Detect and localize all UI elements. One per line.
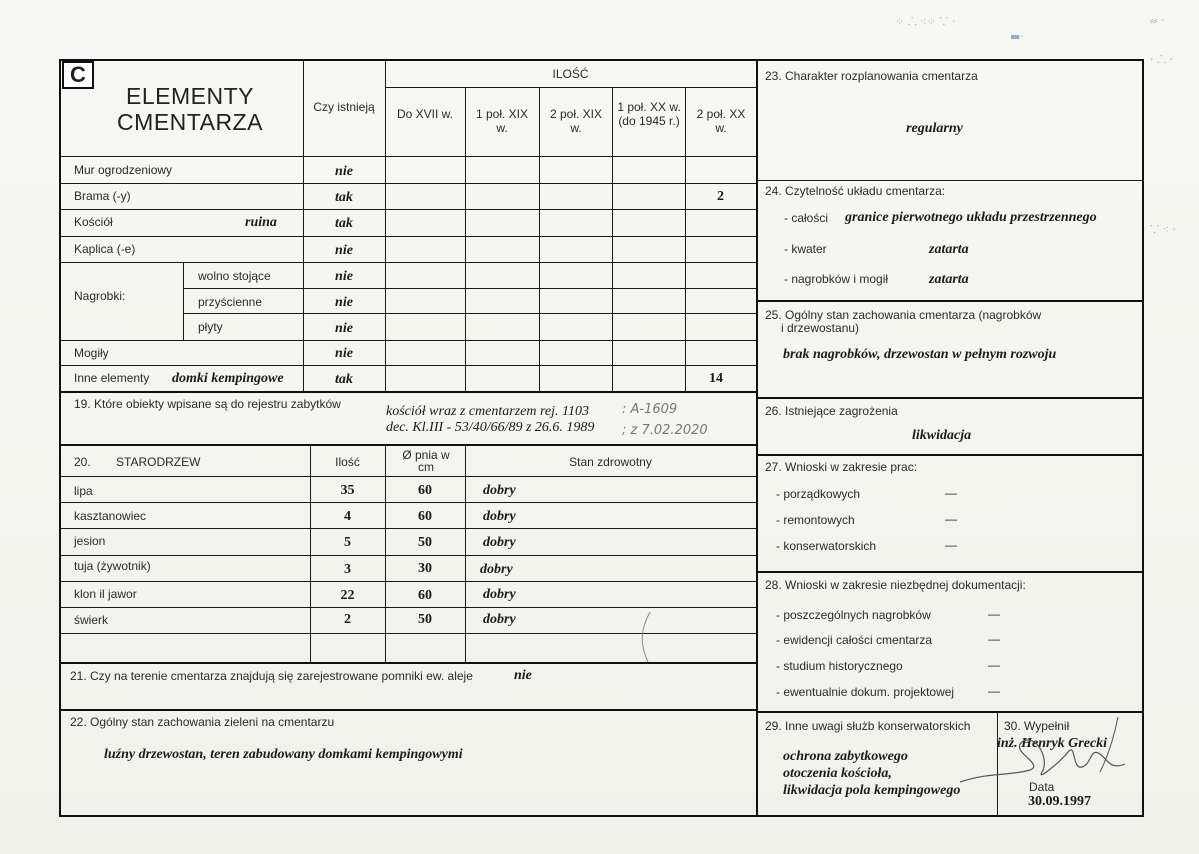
tree-qty-6: 2: [344, 612, 351, 627]
tree-state-3: dobry: [483, 535, 516, 550]
section-letter: C: [70, 62, 86, 87]
tree-qty-2: 4: [344, 509, 351, 524]
q24-item-2-answer: zatarta: [929, 242, 969, 257]
scan-noise: ▬·: [1010, 30, 1024, 43]
q30-date-label: Data: [1029, 780, 1055, 794]
q28-item-1-dash: —: [988, 607, 1000, 621]
tree-qty-3: 5: [344, 535, 351, 550]
element-label-mur: Mur ogrodzeniowy: [74, 163, 173, 177]
q30-name: inż. Henryk Grecki: [997, 736, 1108, 751]
scan-noise: ⸪ ⁖ ·: [1150, 223, 1176, 236]
q19-pencil-1: : A-1609: [622, 402, 678, 417]
element-label-przyscienne: przyścienne: [198, 295, 263, 309]
tree-dia-4: 30: [418, 561, 432, 576]
q22-label: 22. Ogólny stan zachowania zieleni na cmentarzu: [70, 715, 335, 729]
q19-line2: dec. Kl.III - 53/40/66/89 z 26.6. 1989: [386, 420, 595, 435]
exists-plyty: nie: [335, 321, 353, 336]
exists-przyscienne: nie: [335, 295, 353, 310]
tree-state-6: dobry: [483, 612, 516, 627]
exists-inne: tak: [335, 372, 353, 387]
q28-item-3-dash: —: [988, 658, 1000, 672]
element-label-inne: Inne elementy: [74, 371, 150, 385]
q23-label: 23. Charakter rozplanowania cmentarza: [765, 69, 978, 83]
q27-label: 27. Wnioski w zakresie prac:: [765, 460, 918, 474]
period-header-3: 2 poł. XIX w.: [549, 107, 603, 135]
tree-state-2: dobry: [483, 509, 516, 524]
tree-dia-6: 50: [418, 612, 432, 627]
q24-item-3-label: - nagrobków i mogił: [784, 272, 889, 286]
element-note-inne: domki kempingowe: [172, 371, 284, 386]
q28-item-2-label: - ewidencji całości cmentarza: [776, 633, 933, 647]
scan-noise: ⸗⸗ ·: [1150, 14, 1165, 27]
tree-qty-1: 35: [340, 483, 355, 498]
q29-line1: ochrona zabytkowego: [783, 749, 908, 764]
exists-mogily: nie: [335, 346, 353, 361]
exists-wolno-stojace: nie: [335, 269, 353, 284]
q27-item-2-label: - remontowych: [776, 513, 855, 527]
tree-state-5: dobry: [483, 587, 516, 602]
tree-dia-5: 60: [418, 588, 432, 603]
period-header-4: 1 poł. XX w. (do 1945 r.): [617, 100, 681, 128]
tree-qty-5: 22: [340, 588, 355, 603]
tree-name-1: lipa: [74, 484, 93, 498]
q24-item-1-answer: granice pierwotnego układu przestrzennego: [845, 210, 1097, 225]
q27-item-2-dash: —: [945, 512, 957, 526]
q25-label-1: 25. Ogólny stan zachowania cmentarza (nagrobków: [765, 308, 1042, 322]
period-header-5: 2 poł. XX w.: [696, 107, 746, 135]
element-note-kosciol: ruina: [245, 215, 277, 230]
element-label-brama: Brama (-y): [74, 189, 131, 203]
q30-label: 30. Wypełnił: [1004, 719, 1070, 733]
q28-item-2-dash: —: [988, 632, 1000, 646]
q22-answer: luźny drzewostan, teren zabudowany domkami kempingowymi: [104, 747, 463, 762]
q21-answer: nie: [514, 668, 532, 683]
nagrobki-label: Nagrobki:: [74, 289, 126, 303]
q29-line3: likwidacja pola kempingowego: [783, 783, 961, 798]
q27-item-1-dash: —: [945, 486, 957, 500]
tree-state-1: dobry: [483, 483, 516, 498]
q20-col-ilosc: Ilość: [335, 455, 360, 469]
q26-answer: likwidacja: [912, 428, 972, 443]
q20-col-pnia: Ø pnia w cm: [402, 448, 450, 474]
q27-item-3-dash: —: [945, 538, 957, 552]
q28-item-1-label: - poszczególnych nagrobków: [776, 608, 931, 622]
q20-col-stan: Stan zdrowotny: [569, 455, 652, 469]
section-title: [100, 83, 280, 135]
q23-answer: regularny: [906, 121, 963, 136]
q24-label: 24. Czytelność układu cmentarza:: [765, 184, 946, 198]
tree-dia-3: 50: [418, 535, 432, 550]
q27-item-3-label: - konserwatorskich: [776, 539, 877, 553]
element-label-mogily: Mogiły: [74, 346, 109, 360]
section-title-line1: ELEMENTY: [126, 83, 254, 109]
tree-name-2: kasztanowiec: [74, 509, 147, 523]
q28-item-4-dash: —: [988, 684, 1000, 698]
tree-dia-2: 60: [418, 509, 432, 524]
pencil-mark: [630, 610, 660, 665]
signature-scribble: [950, 712, 1140, 797]
period-header-1: Do XVII w.: [396, 107, 454, 121]
element-label-kaplica: Kaplica (-e): [74, 242, 136, 256]
element-label-plyty: płyty: [198, 320, 223, 334]
q28-item-4-label: - ewentualnie dokum. projektowej: [776, 685, 955, 699]
scan-noise: · ⸫ ·: [1150, 53, 1174, 66]
q20-number: 20.: [74, 455, 91, 469]
count-inne: 14: [709, 371, 723, 386]
tree-name-3: jesion: [74, 534, 106, 548]
tree-name-5: klon il jawor: [74, 587, 137, 601]
tree-qty-4: 3: [344, 562, 351, 577]
section-title-line2: CMENTARZA: [117, 109, 263, 135]
exists-kaplica: nie: [335, 243, 353, 258]
q21-label: 21. Czy na terenie cmentarza znajdują się zarejestrowane pomniki ew. aleje: [70, 669, 473, 683]
q19-line1: kościół wraz z cmentarzem rej. 1103: [386, 404, 589, 419]
scan-noise: ⁘ ⸫ ⁖⁘ ⸪ ·: [895, 15, 956, 28]
q24-item-3-answer: zatarta: [929, 272, 969, 287]
element-label-kosciol: Kościół: [74, 215, 113, 229]
count-brama: 2: [717, 189, 724, 204]
q25-answer: brak nagrobków, drzewostan w pełnym rozwoju: [783, 347, 1057, 362]
element-label-wolno-stojace: wolno stojące: [198, 269, 271, 283]
q19-pencil-2: ; z 7.02.2020: [622, 423, 708, 438]
tree-name-4: tuja (żywotnik): [74, 559, 151, 573]
tree-state-4: dobry: [480, 562, 513, 577]
q26-label: 26. Istniejące zagrożenia: [765, 404, 898, 418]
q29-label: 29. Inne uwagi służb konserwatorskich: [765, 719, 971, 733]
exists-kosciol: tak: [335, 216, 353, 231]
ilosc-header: ILOŚĆ: [552, 67, 589, 81]
q24-item-1-label: - całości: [784, 211, 829, 225]
exists-brama: tak: [335, 190, 353, 205]
q28-item-3-label: - studium historycznego: [776, 659, 903, 673]
q20-title: STARODRZEW: [116, 455, 201, 469]
tree-name-6: świerk: [74, 613, 109, 627]
q29-line2: otoczenia kościoła,: [783, 766, 892, 781]
exists-mur: nie: [335, 164, 353, 179]
q28-label: 28. Wnioski w zakresie niezbędnej dokumentacji:: [765, 578, 1026, 592]
tree-dia-1: 60: [418, 483, 432, 498]
section-letter-box: [62, 61, 94, 89]
q25-label-2: i drzewostanu): [781, 321, 860, 335]
period-header-2: 1 poł. XIX w.: [475, 107, 529, 135]
q19-label: 19. Które obiekty wpisane są do rejestru zabytków: [74, 397, 341, 411]
q27-item-1-label: - porządkowych: [776, 487, 861, 501]
q30-date: 30.09.1997: [1028, 794, 1091, 809]
q24-item-2-label: - kwater: [784, 242, 827, 256]
col-exists-header: Czy istnieją: [313, 100, 375, 114]
